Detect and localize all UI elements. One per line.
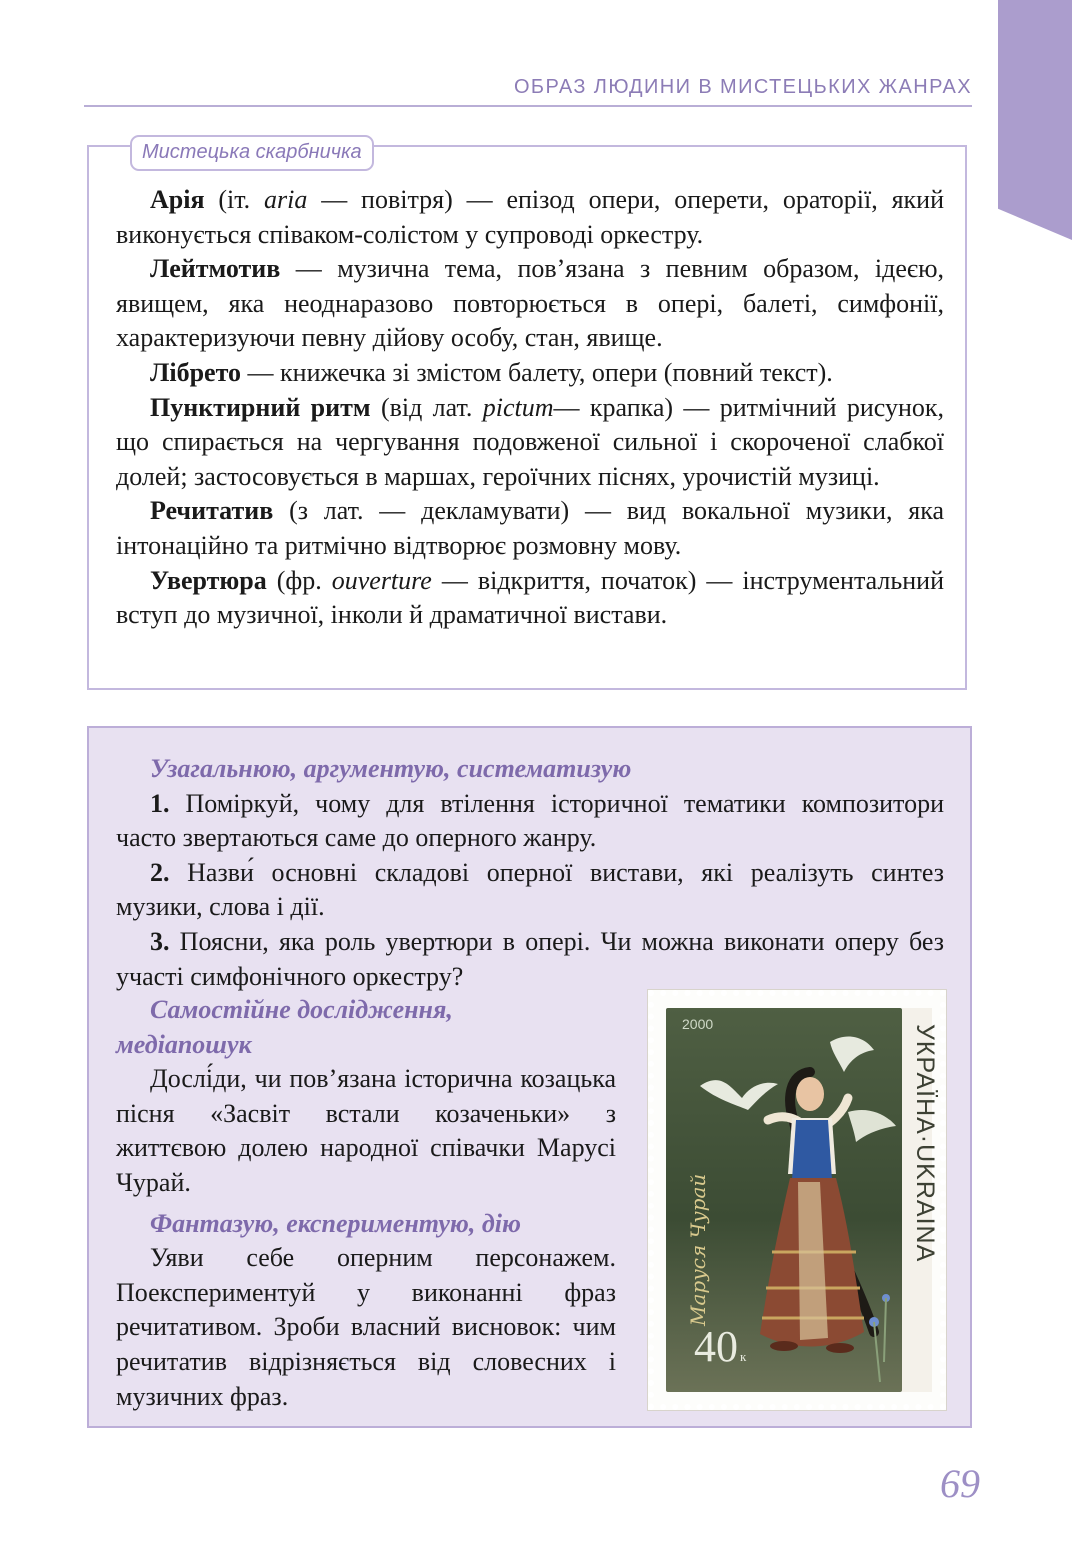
foreign-word: pictum [482, 392, 554, 422]
research-heading-line: Самостійне дослідження, [150, 995, 453, 1024]
running-head: ОБРАЗ ЛЮДИНИ В МИСТЕЦЬКИХ ЖАНРАХ [513, 76, 972, 98]
tasks-text [116, 752, 944, 994]
entry-text: (від лат. [370, 392, 483, 422]
stamp-value-number: 40 [694, 1322, 738, 1371]
entry-text: — крапка) — ритмічний рисунок, що спирається на чергування подовженої сильної і скороченої слабкої долей; застосовується в маршах, героїчних піснях, урочистій музиці. [116, 392, 944, 491]
face-shape [796, 1077, 824, 1111]
entry-text: (фр. [266, 565, 332, 595]
glossary-entry-leitmotiv [116, 252, 944, 356]
foreign-word: aria [264, 185, 308, 214]
glossary-entry-overture [116, 564, 944, 633]
stamp-signature: Маруся Чурай [686, 1173, 710, 1326]
task-number: 2. [150, 857, 170, 887]
entry-text: — відкриття, початок) — інструментальний вступ до музичної, інколи й драматичної вистави. [116, 565, 944, 630]
postage-stamp [648, 990, 946, 1410]
glossary-tag: Мистецька скарбничка [130, 135, 374, 171]
term: Увертюра [150, 565, 267, 595]
entry-text: — музична тема, пов’язана з певним образом, ідеєю, явищем, яка неоднаразово повторюється в опері, балеті, симфонії, характеризуючи певну дійову особу, стан, явище. [116, 254, 944, 353]
research-heading-line: медіапошук [116, 1029, 252, 1059]
stamp-year: 2000 [682, 1016, 714, 1032]
glossary-text [116, 183, 944, 633]
term: Лібрето [150, 357, 242, 387]
task-number: 1. [150, 788, 170, 818]
tasks-heading: Узагальнюю, аргументую, систематизую [150, 754, 632, 783]
research-text: Дослі́ди, чи пов’язана історична козацька пісня «Засвіт встали козаченьки» з життєвою долею народної співачки Марусі Чурай. [116, 1064, 616, 1197]
page-number: 69 [940, 1461, 980, 1506]
tasks-left-column [116, 993, 616, 1414]
boot-shape [770, 1341, 798, 1351]
term: Речитатив [150, 496, 274, 526]
term: Арія [150, 185, 205, 214]
task-item [116, 925, 944, 994]
fantasy-text: Уяви себе оперним персонажем. Поекспериментуй у виконанні фраз речитативом. Зроби власний висновок: чим речитатив відрізняється від словесних і музичних фраз. [116, 1243, 616, 1411]
entry-text: — книжечка зі змістом балету, опери (повний текст). [241, 357, 833, 387]
stamp-value [694, 1321, 746, 1372]
term: Лейтмотив [150, 254, 281, 284]
entry-text: — повітря) — епізод опери, оперети, ораторії, який виконується співаком-солістом у супроводі оркестру. [116, 185, 944, 249]
vest-shape [792, 1120, 832, 1180]
glossary-entry-recitative [116, 494, 944, 563]
term: Пунктирний ритм [150, 392, 371, 422]
fantasy-heading: Фантазую, експериментую, дію [150, 1208, 521, 1238]
glossary-entry-libretto [116, 356, 944, 391]
task-item [116, 856, 944, 925]
glossary-entry-dotted-rhythm [116, 391, 944, 495]
stamp-country: УКРАЇНА·UKRAINA [911, 1024, 939, 1263]
boot-shape [826, 1343, 854, 1353]
task-number: 3. [150, 926, 170, 956]
glossary-entry-aria [116, 183, 944, 252]
entry-text: (іт. [204, 185, 265, 214]
task-text: Поміркуй, чому для втілення історичної тематики композитори часто звертаються саме до оперного жанру. [116, 788, 944, 853]
task-text: Поясни, яка роль увертюри в опері. Чи можна виконати оперу без участі симфонічного оркестру? [116, 926, 944, 991]
stamp-value-unit: к [740, 1349, 747, 1364]
entry-text: (з лат. — декламувати) — вид вокальної музики, яка інтонаційно та ритмічно відтворює розмовну мову. [116, 496, 944, 560]
research-heading [116, 993, 616, 1062]
task-item [116, 787, 944, 856]
foreign-word: ouverture [331, 565, 432, 595]
task-text: Назви́ основні складові оперної вистави, які реалізуть синтез музики, слова і дії. [116, 857, 944, 922]
section-tab [998, 0, 1072, 240]
header-rule [84, 105, 972, 107]
